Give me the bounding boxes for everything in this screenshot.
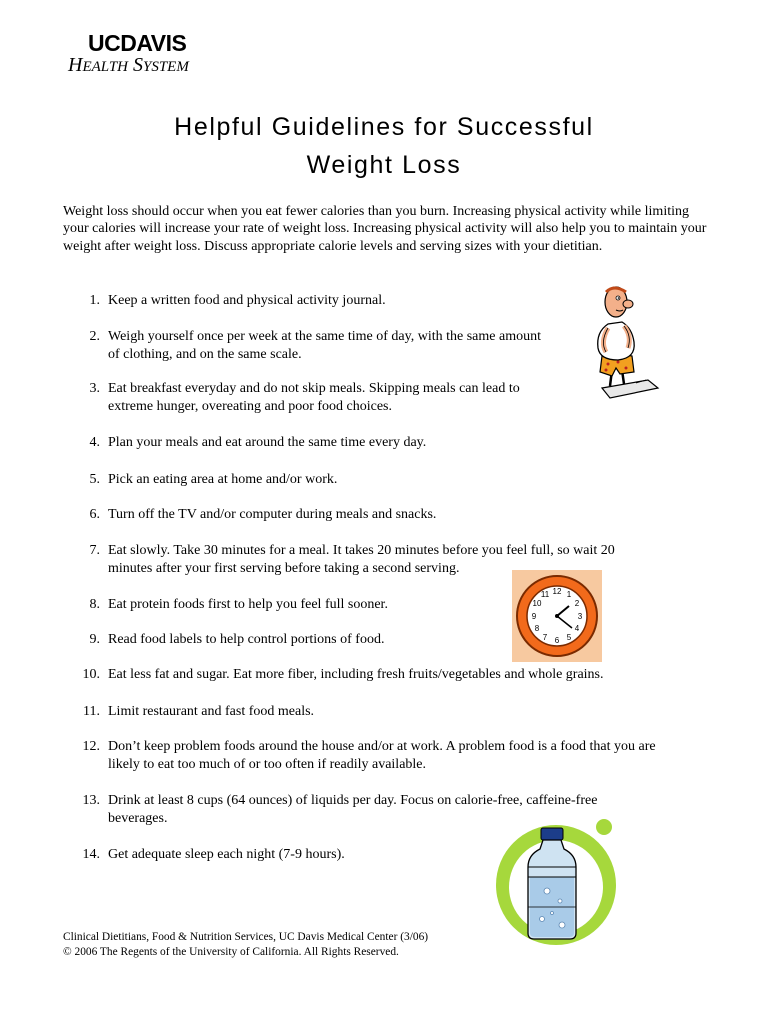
list-item-number: 1. xyxy=(89,293,100,308)
clock-illustration xyxy=(512,570,602,662)
list-item-text xyxy=(108,380,520,415)
list-item-line: Don’t keep problem foods around the house and/or at work. A problem food is a food that you are xyxy=(108,739,656,754)
list-item-text xyxy=(108,506,436,524)
footer-credit: Clinical Dietitians, Food & Nutrition Services, UC Davis Medical Center (3/06) xyxy=(63,931,429,943)
page-title xyxy=(0,108,768,184)
list-item-number: 3. xyxy=(89,381,100,396)
svg-text:10: 10 xyxy=(532,599,542,608)
list-item-number: 7. xyxy=(89,543,100,558)
list-item-text xyxy=(108,666,604,684)
list-item-line: Eat slowly. Take 30 minutes for a meal. It takes 20 minutes before you feel full, so wait 20 xyxy=(108,543,615,558)
list-item-text xyxy=(108,328,541,363)
logo-uc: UC xyxy=(88,30,121,56)
list-item-text xyxy=(108,703,314,721)
svg-text:3: 3 xyxy=(577,612,583,621)
logo-davis: DAVIS xyxy=(120,30,187,56)
list-item-number: 8. xyxy=(89,597,100,612)
list-item-number: 10. xyxy=(82,667,100,682)
list-item-line: Drink at least 8 cups (64 ounces) of liquids per day. Focus on calorie-free, caffeine-free xyxy=(108,793,598,808)
list-item-line: Eat breakfast everyday and do not skip meals. Skipping meals can lead to xyxy=(108,381,520,396)
list-item-line: Pick an eating area at home and/or work. xyxy=(108,472,338,487)
list-item-text xyxy=(108,738,656,773)
list-item-line: Read food labels to help control portions of food. xyxy=(108,632,385,647)
list-item-number: 5. xyxy=(89,472,100,487)
list-item-text xyxy=(108,631,384,649)
list-item-text xyxy=(108,596,388,614)
svg-text:6: 6 xyxy=(554,636,560,645)
list-item-line: Eat protein foods first to help you feel full sooner. xyxy=(108,597,388,612)
svg-text:2: 2 xyxy=(574,599,580,608)
list-item-number: 12. xyxy=(82,739,100,754)
list-item-line: Limit restaurant and fast food meals. xyxy=(108,704,315,719)
svg-text:1: 1 xyxy=(566,590,572,599)
list-item-line: Keep a written food and physical activity journal. xyxy=(108,293,386,308)
list-item-line: Eat less fat and sugar. Eat more fiber, including fresh fruits/vegetables and whole grains. xyxy=(108,667,604,682)
uc-davis-health-system-logo: UCDAVIS HEALTH SYSTEM xyxy=(68,30,189,76)
svg-text:11: 11 xyxy=(540,590,550,599)
list-item-line: extreme hunger, overeating and poor food choices. xyxy=(108,398,392,414)
list-item-number: 11. xyxy=(83,704,100,719)
title-line-1: Helpful Guidelines for Successful xyxy=(174,113,594,141)
list-item-line: of clothing, and on the same scale. xyxy=(108,346,302,362)
man-on-scale-illustration xyxy=(588,280,668,400)
svg-text:7: 7 xyxy=(542,633,548,642)
svg-text:5: 5 xyxy=(566,633,572,642)
list-item-text xyxy=(108,471,337,489)
list-item-number: 13. xyxy=(82,793,100,808)
footer xyxy=(63,930,428,960)
list-item-line: likely to eat too much of or too often if readily available. xyxy=(108,756,427,772)
svg-text:12: 12 xyxy=(552,587,562,596)
list-item-line: Weigh yourself once per week at the same time of day, with the same amount xyxy=(108,329,541,344)
list-item-number: 2. xyxy=(89,329,100,344)
svg-text:4: 4 xyxy=(574,624,580,633)
svg-text:9: 9 xyxy=(531,612,537,621)
list-item-text xyxy=(108,434,426,452)
list-item-text xyxy=(108,292,386,310)
list-item-number: 6. xyxy=(89,507,100,522)
footer-copyright: © 2006 The Regents of the University of California. All Rights Reserved. xyxy=(63,946,399,958)
intro-paragraph: Weight loss should occur when you eat fewer calories than you burn. Increasing physical activity while limiting your calories will increase your rate of weight loss. Increasing physical activity will also help you to maintain your weight after weight loss. Discuss appropriate calorie levels and serving sizes with your dietitian. xyxy=(63,204,707,254)
list-item-line: Get adequate sleep each night (7-9 hours). xyxy=(108,847,345,862)
list-item-number: 4. xyxy=(89,435,100,450)
list-item-line: Turn off the TV and/or computer during meals and snacks. xyxy=(108,507,437,522)
svg-text:8: 8 xyxy=(534,624,540,633)
list-item-text xyxy=(108,846,345,864)
list-item-line: beverages. xyxy=(108,810,168,826)
title-line-2: Weight Loss xyxy=(306,151,462,179)
list-item-number: 9. xyxy=(89,632,100,647)
list-item-line: Plan your meals and eat around the same time every day. xyxy=(108,435,427,450)
list-item-line: minutes after your first serving before taking a second serving. xyxy=(108,560,460,576)
list-item-number: 14. xyxy=(82,847,100,862)
water-bottle-illustration xyxy=(492,815,622,950)
